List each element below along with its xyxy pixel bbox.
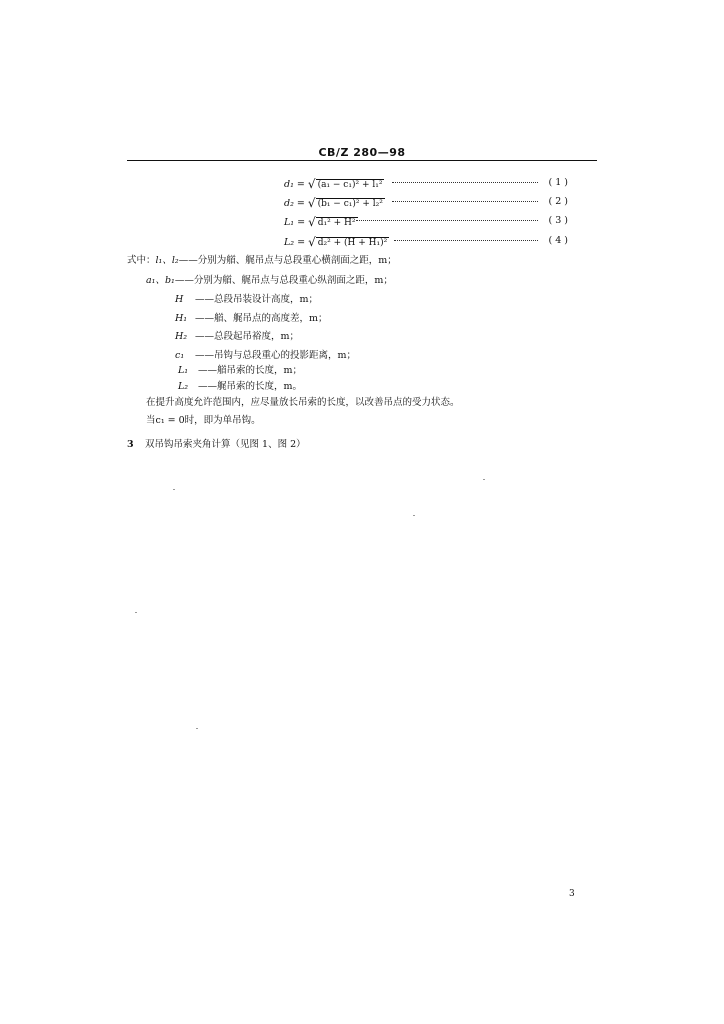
- scan-speck: [173, 489, 175, 490]
- definition-text: ——艉吊索的长度，m。: [198, 381, 303, 392]
- equation-1-number: ( 1 ): [548, 177, 568, 188]
- equation-2: [284, 194, 568, 210]
- equation-1: [284, 175, 568, 191]
- definition-text: ——艏吊索的长度，m；: [198, 365, 303, 376]
- definition-row-1: [127, 254, 397, 268]
- sqrt-icon: √: [307, 196, 316, 210]
- definition-row-6: [175, 349, 356, 363]
- definition-symbol: L₁: [178, 365, 189, 376]
- definition-text: ——吊钩与总段重心的投影距离，m；: [195, 350, 357, 361]
- definitions-intro: 式中：: [127, 255, 156, 266]
- definition-symbol: c₁: [175, 350, 185, 361]
- definition-text: ——分别为艏、艉吊点与总段重心横剖面之距，m；: [178, 255, 397, 266]
- section-number: 3: [127, 439, 134, 450]
- equation-1-leader: [392, 182, 538, 183]
- definition-symbol: H₁: [175, 313, 188, 324]
- note-paragraph-1: 在提升高度允许范围内，应尽量放长吊索的长度，以改善吊点的受力状态。: [146, 397, 460, 408]
- definition-text: ——分别为艏、艉吊点与总段重心纵剖面之距，m；: [174, 275, 393, 286]
- equation-2-number: ( 2 ): [548, 196, 568, 207]
- scan-speck: [135, 612, 137, 613]
- equation-2-leader: [392, 201, 538, 202]
- sqrt-icon: √: [308, 215, 316, 229]
- definition-row-7: [178, 364, 302, 378]
- page-number: 3: [569, 889, 575, 899]
- section-heading: [127, 438, 306, 452]
- equation-4-number: ( 4 ): [548, 235, 568, 246]
- scan-speck: [483, 479, 485, 480]
- definition-symbol: l₁、l₂: [155, 255, 179, 266]
- equation-3-radicand: d₁² + H²: [317, 218, 356, 228]
- equation-1-lhs: d₁ =: [284, 179, 305, 190]
- definition-row-3: [175, 293, 318, 307]
- scan-speck: [413, 515, 415, 516]
- definition-text: ——总段起吊裕度，m；: [195, 331, 300, 342]
- definition-symbol: a₁、b₁: [146, 275, 175, 286]
- definition-row-8: [178, 380, 302, 394]
- equation-3-leader: [356, 220, 538, 221]
- equation-4: [284, 233, 568, 249]
- standard-code-header: CB/Z 280—98: [318, 146, 406, 159]
- sqrt-icon: √: [307, 177, 316, 191]
- definition-symbol: H: [175, 294, 184, 305]
- equation-2-radicand: (b₁ − c₁)² + l₂²: [317, 199, 383, 209]
- equation-3-number: ( 3 ): [548, 215, 568, 226]
- equation-1-radicand: (a₁ − c₁)² + l₁²: [317, 180, 383, 190]
- scan-speck: [196, 728, 198, 729]
- note-paragraph-2: 当c₁ = 0时，即为单吊钩。: [146, 415, 261, 426]
- equation-3-lhs: L₁ =: [284, 217, 306, 228]
- equation-4-lhs: L₂ =: [284, 237, 306, 248]
- definition-row-5: [175, 330, 299, 344]
- definition-row-2: [146, 274, 393, 288]
- definition-text: ——艏、艉吊点的高度差，m；: [195, 313, 328, 324]
- definition-symbol: L₂: [178, 381, 189, 392]
- equation-4-leader: [394, 240, 538, 241]
- section-title: 双吊钩吊索夹角计算（见图 1、图 2）: [145, 439, 306, 450]
- equation-2-lhs: d₂ =: [284, 198, 305, 209]
- definition-symbol: H₂: [175, 331, 188, 342]
- equation-4-radicand: d₂² + (H + H₁)²: [317, 238, 388, 248]
- equation-3: [284, 213, 568, 229]
- sqrt-icon: √: [308, 235, 316, 249]
- definition-text: ——总段吊装设计高度，m；: [195, 294, 319, 305]
- definition-row-4: [175, 312, 328, 326]
- header-rule: [127, 160, 597, 161]
